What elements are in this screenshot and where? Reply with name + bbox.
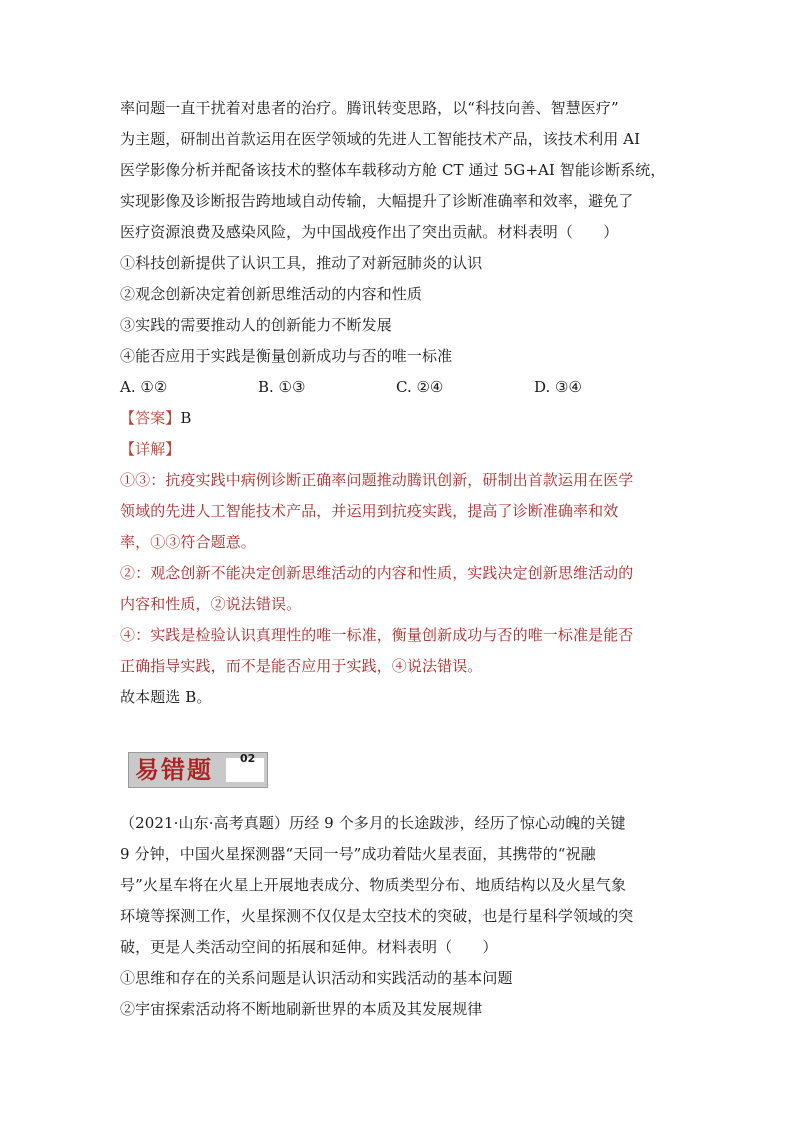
conclusion-line: 故本题选 B。 <box>120 688 212 706</box>
question1-stem-line: 医学影像分析并配备该技术的整体车载移动方舱 CT 通过 5G+AI 智能诊断系统， <box>120 161 666 179</box>
banner-number: 02 <box>240 752 256 765</box>
question1-stem-line: 为主题，研制出首款运用在医学领域的先进人工智能技术产品，该技术利用 AI <box>120 130 641 148</box>
explanation-line: 正确指导实践，而不是能否应用于实践，④说法错误。 <box>120 657 483 675</box>
explanation-line: 率，①③符合题意。 <box>120 533 256 551</box>
question1-options <box>120 377 680 399</box>
question2-statement: ①思维和存在的关系问题是认识活动和实践活动的基本问题 <box>120 969 513 987</box>
question1-stem-line: 率问题一直干扰着对患者的治疗。腾讯转变思路，以“科技向善、智慧医疗” <box>120 99 619 117</box>
option-c: C. ②④ <box>396 378 444 396</box>
explain-label: 【详解】 <box>120 440 181 458</box>
explanation-line: 领域的先进人工智能技术产品，并运用到抗疫实践，提高了诊断准确率和效 <box>120 502 619 520</box>
question2-stem-line: 号”火星车将在火星上开展地表成分、物质类型分布、地质结构以及火星气象 <box>120 876 627 894</box>
question2-stem-line: 9 分钟，中国火星探测器“天同一号”成功着陆火星表面，其携带的“祝融 <box>120 845 596 863</box>
question2-stem-line: （2021·山东·高考真题）历经 9 个多月的长途跋涉，经历了惊心动魄的关键 <box>120 814 626 832</box>
question1-statement: ④能否应用于实践是衡量创新成功与否的唯一标准 <box>120 347 453 365</box>
explanation-line: ②：观念创新不能决定创新思维活动的内容和性质，实践决定创新思维活动的 <box>120 564 634 582</box>
question1-statement: ①科技创新提供了认识工具，推动了对新冠肺炎的认识 <box>120 254 483 272</box>
question2-statement: ②宇宙探索活动将不断地刷新世界的本质及其发展规律 <box>120 1000 483 1018</box>
explanation-line: ①③：抗疫实践中病例诊断正确率问题推动腾讯创新，研制出首款运用在医学 <box>120 471 634 489</box>
question1-stem-line: 实现影像及诊断报告跨地域自动传输，大幅提升了诊断准确率和效率，避免了 <box>120 192 634 210</box>
option-a: A. ①② <box>120 378 168 396</box>
question1-statement: ③实践的需要推动人的创新能力不断发展 <box>120 316 392 334</box>
question1-statement: ②观念创新决定着创新思维活动的内容和性质 <box>120 285 423 303</box>
question1-stem-line: 医疗资源浪费及感染风险，为中国战疫作出了突出贡献。材料表明（ ） <box>120 223 619 241</box>
question2-stem-line: 破，更是人类活动空间的拓展和延伸。材料表明（ ） <box>120 938 498 956</box>
question2-stem-line: 环境等探测工作，火星探测不仅仅是太空技术的突破，也是行星科学领域的突 <box>120 907 634 925</box>
option-b: B. ①③ <box>258 378 306 396</box>
answer-value: B <box>180 409 192 427</box>
answer-label: 【答案】 <box>120 409 181 427</box>
explanation-line: 内容和性质，②说法错误。 <box>120 595 302 613</box>
answer-line <box>120 408 680 428</box>
explanation-line: ④：实践是检验认识真理性的唯一标准，衡量创新成功与否的唯一标准是能否 <box>120 626 634 644</box>
option-d: D. ③④ <box>534 378 582 396</box>
banner-title: 易错题 <box>135 755 213 784</box>
